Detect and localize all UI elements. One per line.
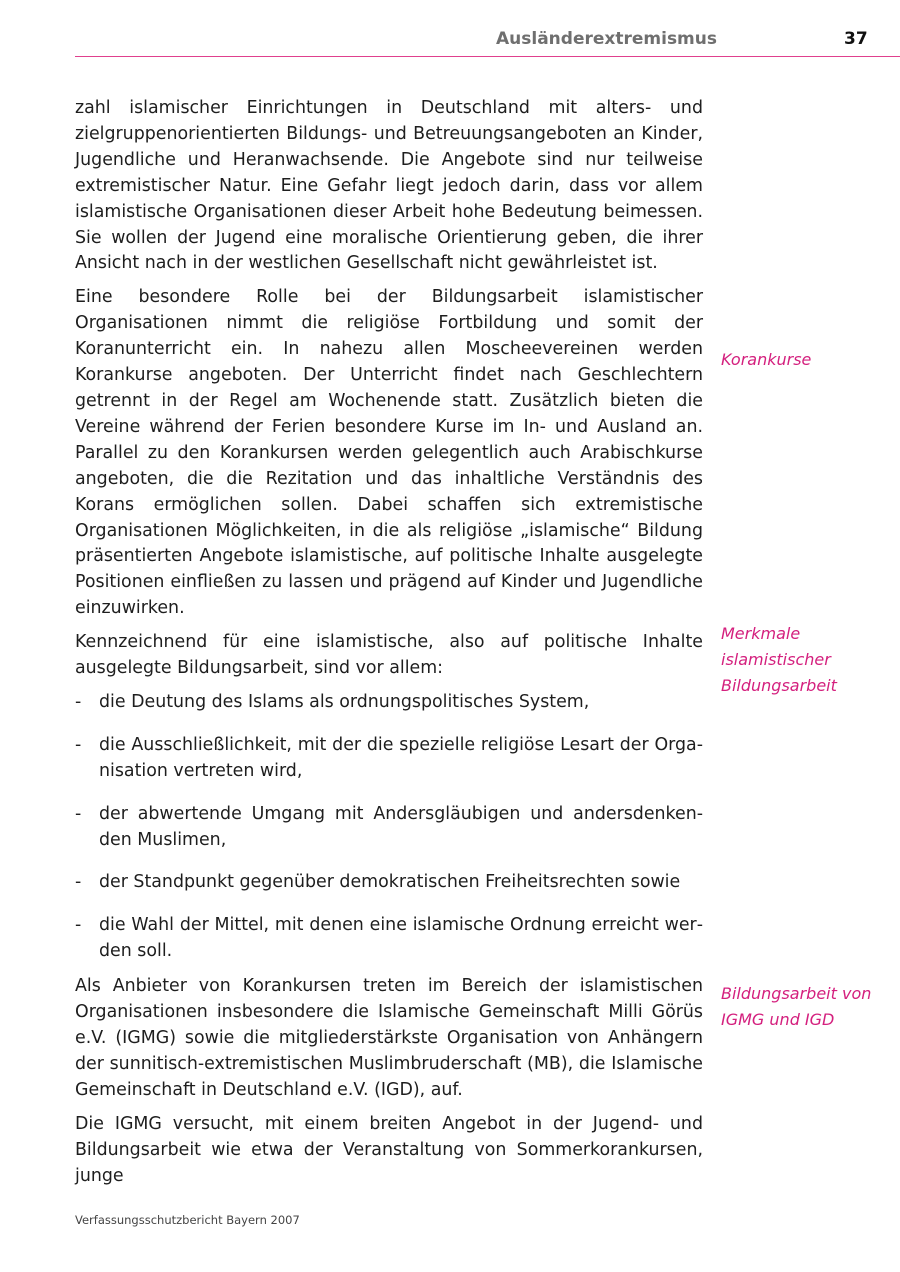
paragraph-anbieter: Als Anbieter von Korankursen treten im Bereich der islamistischen Organisationen insbesondere die Islamische Gemeinschaft Milli Görüs e.V. (IGMG) sowie die mitgliederstärkste Organisation von Anhängern der sunnitisch-extremistischen Muslimbruderschaft (MB), die Islamische Gemeinschaft in Deutschland e.V. (IGD), auf. bbox=[75, 976, 703, 1100]
list-item: - die Ausschließlichkeit, mit der die spezielle religiöse Lesart der Organisation vertreten wird, bbox=[75, 733, 703, 785]
page-number: 37 bbox=[844, 29, 868, 49]
list-item: - die Wahl der Mittel, mit denen eine islamische Ordnung erreicht werden soll. bbox=[75, 913, 703, 965]
list-item: - der abwertende Umgang mit Andersgläubigen und andersdenkenden Muslimen, bbox=[75, 802, 703, 854]
header-rule bbox=[75, 56, 900, 57]
paragraph-einrichtungen: zahl islamischer Einrichtungen in Deutschland mit alters- und zielgruppenorientierten Bildungs- und Betreuungsangeboten an Kinder, Jugendliche und Heranwachsende. Die Angebote sind nur teilweise extremistischer Natur. Eine Gefahr liegt jedoch darin, dass vor allem islamistische Organisationen dieser Arbeit hohe Bedeutung beimessen. Sie wollen der Jugend eine moralische Orientierung geben, die ihrer Ansicht nach in der westlichen Gesellschaft nicht gewährleistet ist. bbox=[75, 98, 703, 274]
footer-source: Verfassungsschutzbericht Bayern 2007 bbox=[75, 1213, 300, 1227]
merkmale-list bbox=[75, 690, 703, 965]
paragraph-koranunterricht: Eine besondere Rolle bei der Bildungsarbeit islamistischer Organisationen nimmt die religiöse Fortbildung und somit der Koranunterricht ein. In nahezu allen Moscheevereinen werden Korankurse angeboten. Der Unterricht findet nach Geschlechtern getrennt in der Regel am Wochenende statt. Zusätzlich bieten die Vereine während der Ferien besondere Kurse im In- und Ausland an. Parallel zu den Korankursen werden gelegentlich auch Arabischkurse angeboten, die die Rezitation und das inhaltliche Verständnis des Korans ermöglichen sollen. Dabei schaffen sich extremistische Organisationen Möglichkeiten, in die als religiöse „islamische“ Bildung präsentierten Angebote islamistische, auf politische Inhalte ausgelegte Positionen einfließen zu lassen und prägend auf Kinder und Jugendliche einzuwirken. bbox=[75, 287, 703, 619]
list-item: - der Standpunkt gegenüber demokratischen Freiheitsrechten sowie bbox=[75, 870, 703, 896]
paragraph-kennzeichnend: Kennzeichnend für eine islamistische, also auf politische Inhalte ausgelegte Bildungsarbeit, sind vor allem: bbox=[75, 632, 703, 679]
header-section-title: Ausländerextremismus bbox=[496, 29, 717, 49]
main-text-column bbox=[75, 96, 703, 1197]
margin-note-korankurse: Korankurse bbox=[721, 350, 812, 369]
margin-note-merkmale: Merkmale islamistischer Bildungsarbeit bbox=[721, 624, 837, 695]
list-item: - die Deutung des Islams als ordnungspolitisches System, bbox=[75, 690, 703, 716]
paragraph-igmg: Die IGMG versucht, mit einem breiten Angebot in der Jugend- und Bildungsarbeit wie etwa der Veranstaltung von Sommerkorankursen, junge bbox=[75, 1113, 703, 1186]
margin-note-bildungsarbeit-igmg-igd: Bildungsarbeit von IGMG und IGD bbox=[721, 984, 872, 1029]
